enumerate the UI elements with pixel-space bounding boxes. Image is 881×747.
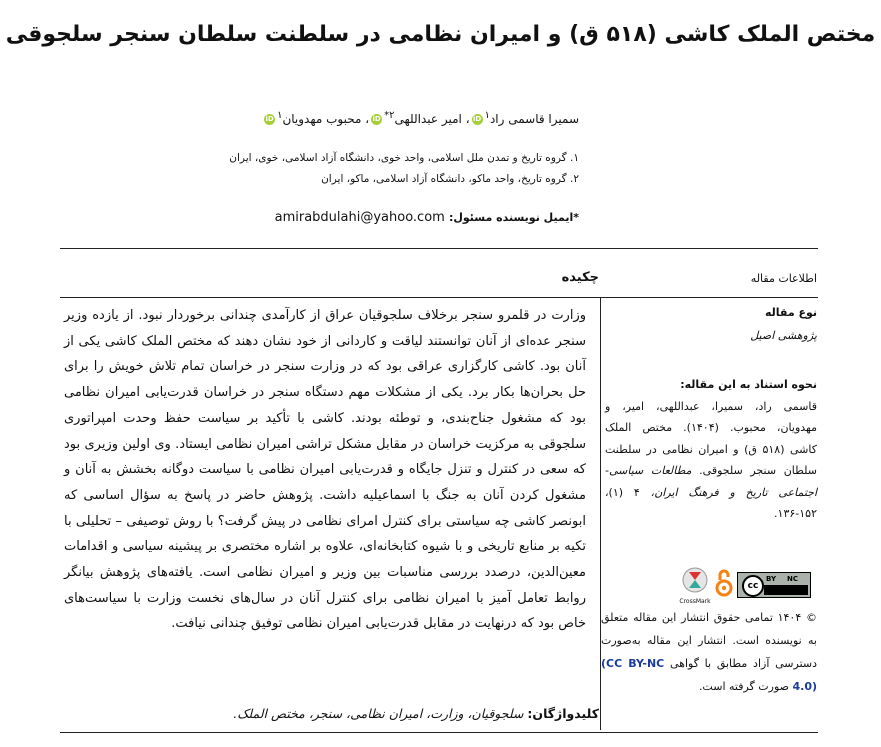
article-type-label: نوع مقاله — [764, 306, 817, 319]
cc-by-nc-icon[interactable]: cc BY NC — [737, 572, 811, 598]
citation-label: نحوه استناد به این مقاله: — [680, 378, 817, 391]
citation-block — [605, 374, 817, 525]
license-link[interactable]: (CC BY-NC 4.0) — [601, 657, 817, 693]
citation-tail: ۴ (۱)، ۱۵۲-۱۳۶. — [605, 485, 817, 520]
article-type — [605, 306, 817, 342]
bottom-divider — [60, 732, 818, 733]
abstract-text: وزارت در قلمرو سنجر برخلاف سلجوقیان عراق از کارآمدی چندانی برخوردار نبود. از یازده وزیر سنجر عده‌ای از آنان توانستند لیاقت و کاردانی از خود نشان دهند که مختص الملک کاشی یکی از آنان بود. کاشی کارگزاری عراقی بود که در وزارت سنجر در خراسان تمام تلاش خویش را برای حل بحران‌ها بکار برد. یکی از مشکلات مهم دستگاه سنجر در خراسان قدرت‌یابی امیران نظامی بود که مشغول جناح‌بندی، و توطئه بودند. کاشی با تأکید بر سیاست حفظ وحدت امپراتوری سلجوقی به مرکزیت خراسان در مقابل مشکل تراشی امیران نظامی ایستاد. وی اولین وزیری بود که سعی در کنترل و تنزل جایگاه و قدرت‌یابی امیران نظامی با سیاست دوگانه بخشش به آنان و مشغول کردن آنان به جنگ با اسماعیلیه داشت. پژوهش حاضر در پاسخ به سؤال اساسی که ابونصر کاشی چه سیاستی برای کنترل امرای نظامی در پیش گرفت؟ با روش توصیفی – تحلیلی با تکیه بر منابع تاریخی و با شیوه کتابخانه‌ای، علاوه بر اشاره مختصری بر پیشینه سیاسی و اقدامات معین‌الدین، درصدد بررسی مناسبات بین وزیر و امیران نظامی است. یافته‌های پژوهش بیانگر روابط تعامل آمیز با امیران نظامی برای کنترل آنان در سال‌های نخست وزارت با سیاست‌های خاص بود که درنهایت در مقابل قدرت‌یابی امیران نظامی توفیق چندانی نیافت. — [64, 308, 586, 632]
license-badges — [679, 566, 811, 605]
orcid-icon[interactable]: iD — [472, 115, 482, 123]
affiliation-1: ۱. گروه تاریخ و تمدن ملل اسلامی، واحد خوی، دانشگاه آزاد اسلامی، خوی، ایران — [229, 152, 579, 164]
author-separator: ، — [461, 112, 470, 126]
copyright-tail: صورت گرفته است. — [698, 680, 789, 693]
crossmark-label: CrossMark — [679, 598, 711, 605]
author-name[interactable]: امیر عبداللهی — [394, 112, 462, 126]
top-divider — [60, 248, 818, 249]
header-divider — [60, 297, 818, 298]
email-address[interactable]: amirabdulahi@yahoo.com — [274, 210, 445, 225]
open-access-icon[interactable] — [715, 568, 733, 598]
author-list — [262, 110, 579, 126]
corresponding-email — [275, 210, 579, 225]
email-label: *ایمیل نویسنده مسئول: — [448, 211, 579, 224]
citation-text: قاسمی راد، سمیرا، عبداللهی، امیر، و مهدویان، محبوب. (۱۴۰۴). مختص الملک کاشی (۵۱۸ ق) و امیران نظامی در سلطنت سلطان سنجر سلجوقی. — [605, 399, 818, 477]
author-affiliation-marker: ۱ — [484, 110, 490, 121]
copyright-notice — [601, 606, 817, 698]
keywords-label: کلیدواژگان: — [527, 706, 599, 721]
keywords — [233, 706, 599, 721]
keywords-value: سلجوقیان، وزارت، امیران نظامی، سنجر، مختص الملک. — [233, 706, 524, 721]
author-name[interactable]: محبوب مهدویان — [282, 112, 362, 126]
abstract-heading: چکیده — [561, 270, 599, 285]
author-name[interactable]: سمیرا قاسمی راد — [489, 112, 579, 126]
citation-journal: مطالعات سیاسی-اجتماعی تاریخ و فرهنگ ایران، — [605, 464, 818, 499]
author-affiliation-marker: ۲* — [384, 110, 395, 121]
article-info-heading: اطلاعات مقاله — [750, 272, 817, 285]
affiliation-2: ۲. گروه تاریخ، واحد ماکو، دانشگاه آزاد اسلامی، ماکو، ایران — [321, 173, 579, 185]
copyright-text: © ۱۴۰۴ تمامی حقوق انتشار این مقاله متعلق به نویسنده است. انتشار این مقاله به‌صورت دسترسی آزاد مطابق با گواهی — [601, 611, 818, 670]
author-affiliation-marker: ۱ — [277, 110, 283, 121]
orcid-icon[interactable]: iD — [265, 115, 274, 123]
article-type-value: پژوهشی اصیل — [750, 329, 817, 342]
crossmark-icon[interactable] — [679, 566, 711, 605]
article-title: مختص الملک کاشی (۵۱۸ ق) و امیران نظامی در سلطنت سلطان سنجر سلجوقی — [5, 22, 876, 47]
orcid-icon[interactable]: iD — [372, 115, 381, 123]
author-separator: ، — [361, 112, 370, 126]
